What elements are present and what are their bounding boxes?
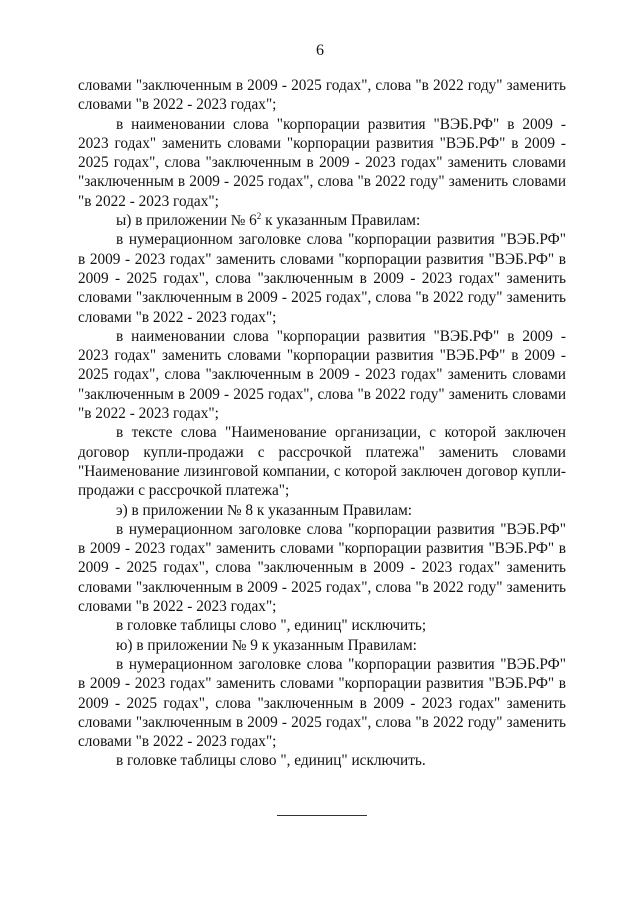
paragraph-numbering-header-amendment: в нумерационном заголовке слова "корпорации развития "ВЭБ.РФ" в 2009 - 2023 годах" заменить словами "корпорации развития "ВЭБ.РФ" в 2009 - 2025 годах", слова "заключенным в 2009 - 2023 годах" заменить словами "заключенным в 2009 - 2025 годах", слова "в 2022 году" заменить словами "в 2022 - 2023 годах"; (78, 231, 566, 326)
item-y-text-after: к указанным Правилам: (261, 212, 421, 230)
document-body (78, 76, 566, 771)
paragraph-name-amendment: в наименовании слова "корпорации развития "ВЭБ.РФ" в 2009 - 2023 годах" заменить словами "корпорации развития "ВЭБ.РФ" в 2009 - 2025 годах", слова "заключенным в 2009 - 2023 годах" заменить словами "заключенным в 2009 - 2025 годах", слова "в 2022 году" заменить словами "в 2022 - 2023 годах"; (78, 327, 566, 423)
paragraph-item-e: э) в приложении № 8 к указанным Правилам: (116, 501, 413, 519)
paragraph-table-header-amendment: в головке таблицы слово ", единиц" исключить; (116, 617, 427, 635)
item-y-text: ы) в приложении № 6 (116, 212, 257, 230)
paragraph-table-header-amendment: в головке таблицы слово ", единиц" исключить. (116, 752, 426, 770)
paragraph-text-amendment: в тексте слова "Наименование организации, с которой заключен договор купли-продажи с рассрочкой платежа" заменить словами "Наименование лизинговой компании, с которой заключен договор купли-продажи с рассрочкой платежа"; (78, 424, 566, 500)
paragraph-numbering-header-amendment: в нумерационном заголовке слова "корпорации развития "ВЭБ.РФ" в 2009 - 2023 годах" заменить словами "корпорации развития "ВЭБ.РФ" в 2009 - 2025 годах", слова "заключенным в 2009 - 2023 годах" заменить словами "заключенным в 2009 - 2025 годах", слова "в 2022 году" заменить словами "в 2022 - 2023 годах"; (78, 520, 566, 616)
paragraph-numbering-header-amendment: в нумерационном заголовке слова "корпорации развития "ВЭБ.РФ" в 2009 - 2023 годах" заменить словами "корпорации развития "ВЭБ.РФ" в 2009 - 2025 годах", слова "заключенным в 2009 - 2023 годах" заменить словами "заключенным в 2009 - 2025 годах", слова "в 2022 году" заменить словами "в 2022 - 2023 годах"; (78, 655, 566, 751)
page-number: 6 (316, 42, 324, 59)
paragraph-item-y (78, 211, 566, 230)
paragraph-continuation: словами "заключенным в 2009 - 2025 годах", слова "в 2022 году" заменить словами "в 2022 - 2023 годах"; (78, 77, 566, 114)
item-y-superscript: 2 (256, 210, 262, 221)
closing-separator-line (277, 815, 367, 816)
paragraph-name-amendment: в наименовании слова "корпорации развития "ВЭБ.РФ" в 2009 - 2023 годах" заменить словами "корпорации развития "ВЭБ.РФ" в 2009 - 2025 годах", слова "заключенным в 2009 - 2023 годах" заменить словами "заключенным в 2009 - 2025 годах", слова "в 2022 году" заменить словами "в 2022 - 2023 годах"; (78, 115, 566, 210)
paragraph-item-yu: ю) в приложении № 9 к указанным Правилам: (116, 636, 417, 654)
